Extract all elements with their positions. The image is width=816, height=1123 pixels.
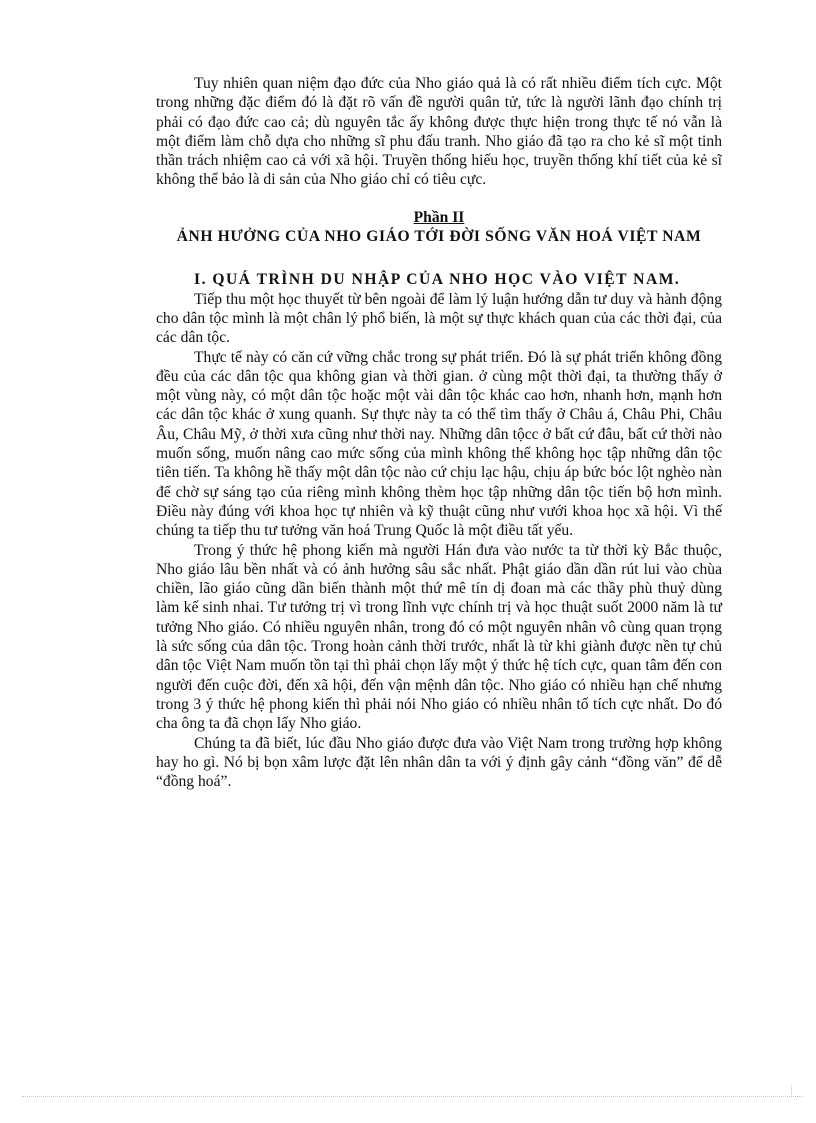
page-corner-mark (791, 1086, 802, 1097)
section-paragraph-3: Trong ý thức hệ phong kiến mà người Hán đưa vào nước ta từ thời kỳ Bắc thuộc, Nho giáo lâu bền nhất và có ảnh hưởng sâu sắc nhất. Phật giáo dần dần rút lui vào chùa chiền, lão giáo cũng dần biến thành một thứ mê tín dị đoan mà các thầy phù thuỷ dùng làm kế sinh nhai. Tư tưởng trị vì trong lĩnh vực chính trị và học thuật suốt 2000 năm là tư tưởng Nho giáo. Có nhiều nguyên nhân, trong đó có một nguyên nhân vô cùng quan trọng là sức sống của dân tộc. Trong hoàn cảnh thời trước, nhất là từ khi giành được nền tự chủ dân tộc Việt Nam muốn tồn tại thì phải chọn lấy một ý thức hệ tích cực, quan tâm đến con người đến cuộc đời, đến xã hội, đến vận mệnh dân tộc. Nho giáo có nhiều hạn chế nhưng trong 3 ý thức hệ phong kiến thì phải nói Nho giáo có nhiều nhân tố tích cực nhất. Do đó cha ông ta đã chọn lấy Nho giáo. (156, 541, 722, 733)
intro-paragraph: Tuy nhiên quan niệm đạo đức của Nho giáo quả là có rất nhiều điểm tích cực. Một trong những đặc điểm đó là đặt rõ vấn đề người quân tử, tức là người lãnh đạo chính trị phải có đạo đức cao cả; dù nguyên tắc ấy không được thực hiện trong thực tế nó vẫn là một điểm làm chỗ dựa cho những sĩ phu đấu tranh. Nho giáo đã tạo ra cho kẻ sĩ một tinh thần trách nhiệm cao cả với xã hội. Truyền thống hiếu học, truyền thống khí tiết của kẻ sĩ không thể bảo là di sản của Nho giáo chỉ có tiêu cực. (156, 75, 722, 189)
section-paragraph-2: Thực tế này có căn cứ vững chắc trong sự phát triển. Đó là sự phát triển không đồng đều của các dân tộc qua không gian và thời gian. ở cùng một thời đại, ta thường thấy ở một vùng này, có một dân tộc hoặc một vài dân tộc khác cao hơn, nhanh hơn, mạnh hơn các dân tộc khác ở xung quanh. Sự thực này ta có thể tìm thấy ở Châu á, Châu Phi, Châu Âu, Châu Mỹ, ở thời xưa cũng như thời nay. Những dân tộcc ở bất cứ đâu, bất cứ thời nào muốn sống, muốn nâng cao mức sống của mình không thể không học tập những dân tộc tiên tiến. Ta không hề thấy một dân tộc nào cứ chịu lạc hậu, chịu áp bức bóc lột nghèo nàn để chờ sự sáng tạo của riêng mình không thèm học tập những dân tộc tiến bộ hơn mình. Điều này đúng với khoa học tự nhiên và kỹ thuật cũng như vưới khoa học xã hội. Vì thế chúng ta tiếp thu tư tưởng văn hoá Trung Quốc là một điều tất yếu. (156, 348, 722, 540)
section-heading: I. QUÁ TRÌNH DU NHẬP CỦA NHO HỌC VÀO VIỆT NAM. (194, 271, 681, 289)
page-footer-divider (22, 1096, 794, 1097)
part-label: Phần II (413, 208, 465, 226)
section-paragraph-1: Tiếp thu một học thuyết từ bên ngoài để làm lý luận hướng dẫn tư duy và hành động cho dân tộc mình là một chân lý phổ biến, là một sự thực khách quan của các thời đại, của các dân tộc. (156, 290, 722, 347)
document-body (156, 74, 722, 791)
part-title: ẢNH HƯỞNG CỦA NHO GIÁO TỚI ĐỜI SỐNG VĂN HOÁ VIỆT NAM (176, 228, 702, 246)
part-header (156, 208, 722, 247)
section-paragraph-4: Chúng ta đã biết, lúc đầu Nho giáo được đưa vào Việt Nam trong trường hợp không hay ho gì. Nó bị bọn xâm lược đặt lên nhân dân ta với ý định gây cảnh “đồng văn” để dễ “đồng hoá”. (156, 734, 722, 791)
